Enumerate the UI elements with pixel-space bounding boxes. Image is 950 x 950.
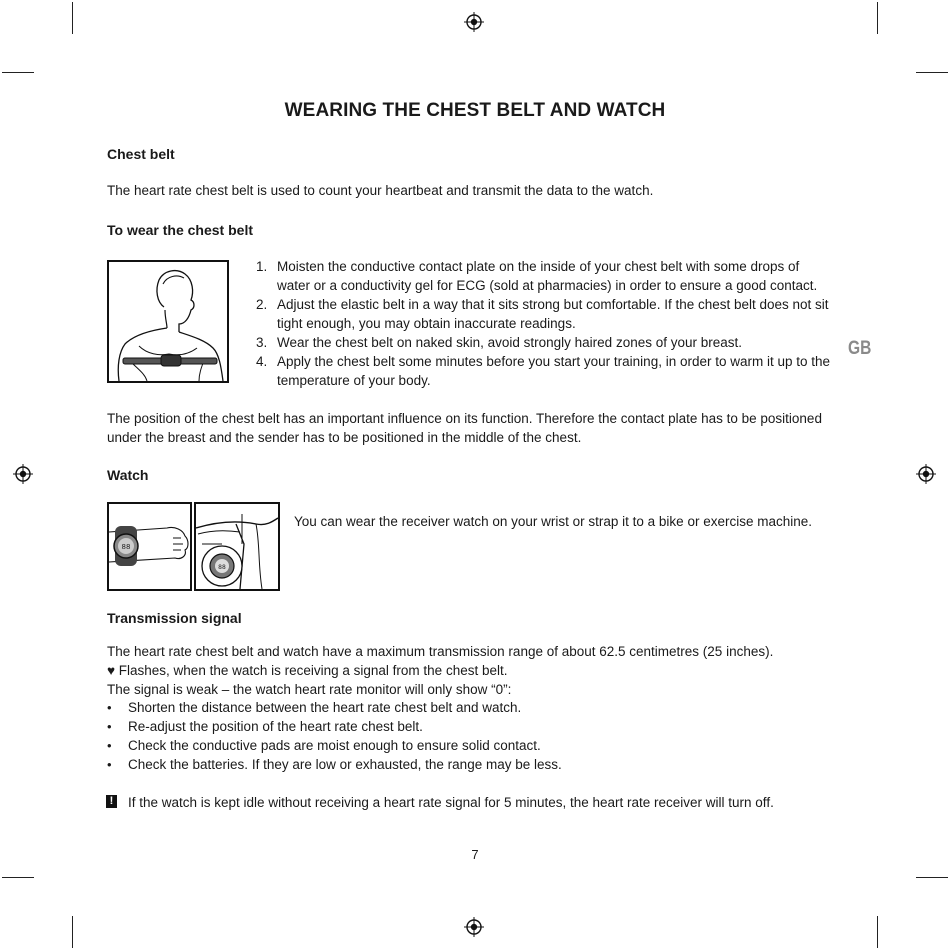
bullet-text: Shorten the distance between the heart rate chest belt and watch. (128, 700, 522, 715)
page-number: 7 (471, 847, 479, 862)
crop-mark (916, 72, 948, 73)
registration-mark-icon (464, 917, 484, 937)
registration-mark-icon (13, 464, 33, 484)
transmission-heading: Transmission signal (107, 610, 242, 626)
step-number: 2. (256, 297, 268, 312)
wrist-watch-illustration (107, 502, 192, 591)
paragraph-line: The position of the chest belt has an important influence on its function. Therefore the contact plate has to be positioned (107, 411, 822, 426)
chest-belt-heading: Chest belt (107, 146, 175, 162)
bullet-text: Re-adjust the position of the heart rate chest belt. (128, 719, 423, 734)
troubleshooting-list (107, 698, 562, 774)
svg-text:88: 88 (218, 564, 226, 571)
step-number: 1. (256, 259, 268, 274)
page-title: WEARING THE CHEST BELT AND WATCH (284, 100, 666, 121)
crop-mark (877, 2, 878, 34)
bullet-icon: • (107, 757, 112, 772)
bullet-text: Check the conductive pads are moist enough to ensure solid contact. (128, 738, 541, 753)
heart-icon: ♥ (107, 663, 116, 678)
language-tab: GB (848, 338, 872, 359)
bullet-icon: • (107, 738, 112, 753)
watch-heading: Watch (107, 467, 149, 483)
registration-mark-icon (464, 12, 484, 32)
step-text: Wear the chest belt on naked skin, avoid strongly haired zones of your breast. (277, 335, 743, 350)
step-text: temperature of your body. (277, 373, 431, 388)
flashes-text: Flashes, when the watch is receiving a signal from the chest belt. (118, 663, 508, 678)
step-number: 3. (256, 335, 268, 350)
weak-signal-text: The signal is weak – the watch heart rate monitor will only show “0”: (107, 682, 512, 697)
step-text: tight enough, you may obtain inaccurate readings. (277, 316, 576, 331)
step-number: 4. (256, 354, 268, 369)
list-item (107, 698, 562, 717)
bike-mounted-watch-icon (196, 504, 278, 589)
chest-belt-steps (256, 257, 856, 390)
bullet-icon: • (107, 719, 112, 734)
bike-watch-illustration (194, 502, 280, 591)
wear-chest-belt-heading: To wear the chest belt (107, 222, 253, 238)
man-wearing-belt-icon (109, 262, 227, 381)
warning-icon: ! (106, 795, 117, 808)
step-text: water or a conductivity gel for ECG (sold at pharmacies) in order to ensure a good contact. (277, 278, 818, 293)
svg-text:88: 88 (121, 543, 131, 551)
idle-note: If the watch is kept idle without receiving a heart rate signal for 5 minutes, the heart rate receiver will turn off. (128, 795, 774, 810)
chest-belt-intro: The heart rate chest belt is used to count your heartbeat and transmit the data to the watch. (107, 183, 654, 198)
crop-mark (72, 2, 73, 34)
list-item (107, 755, 562, 774)
registration-mark-icon (916, 464, 936, 484)
flashes-line (107, 661, 507, 680)
crop-mark (2, 877, 34, 878)
list-item (256, 333, 856, 352)
list-item (256, 257, 856, 295)
bullet-icon: • (107, 700, 112, 715)
wrist-watch-icon (109, 504, 190, 589)
bullet-text: Check the batteries. If they are low or exhausted, the range may be less. (128, 757, 562, 772)
step-text: Apply the chest belt some minutes before you start your training, in order to warm it up to the (277, 354, 831, 369)
watch-text: You can wear the receiver watch on your wrist or strap it to a bike or exercise machine. (294, 514, 812, 529)
crop-mark (72, 916, 73, 948)
position-paragraph (107, 409, 822, 447)
list-item (107, 736, 562, 755)
step-text: Adjust the elastic belt in a way that it sits strong but comfortable. If the chest belt does not sit (277, 297, 829, 312)
list-item (107, 717, 562, 736)
crop-mark (916, 877, 948, 878)
list-item (256, 295, 856, 333)
step-text: Moisten the conductive contact plate on the inside of your chest belt with some drops of (277, 259, 800, 274)
transmission-range: The heart rate chest belt and watch have a maximum transmission range of about 62.5 centimetres (25 inches). (107, 644, 774, 659)
crop-mark (2, 72, 34, 73)
paragraph-line: under the breast and the sender has to be positioned in the middle of the chest. (107, 430, 582, 445)
crop-mark (877, 916, 878, 948)
list-item (256, 352, 856, 390)
chest-belt-illustration (107, 260, 229, 383)
